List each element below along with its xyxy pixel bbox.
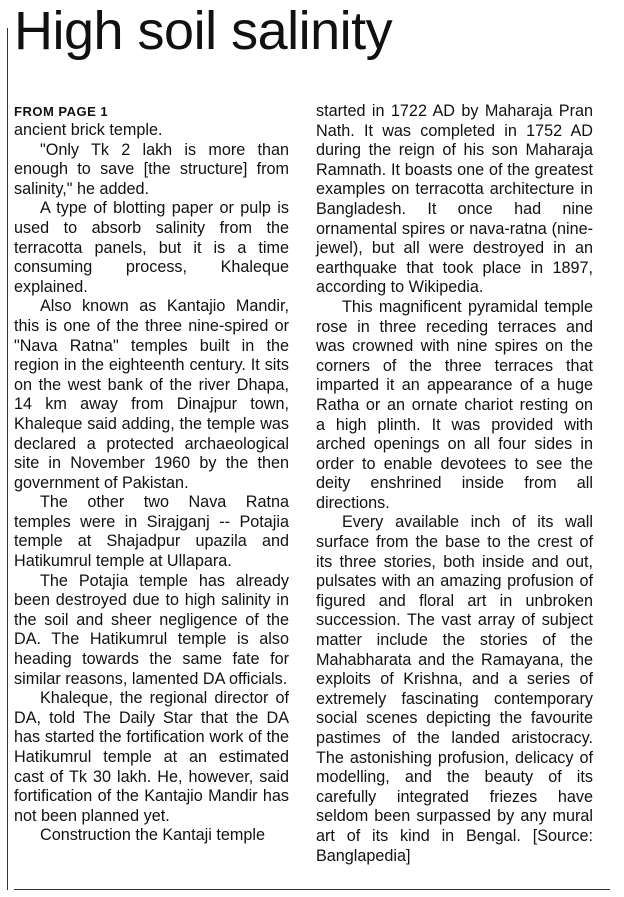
paragraph: A type of blotting paper or pulp is used to absorb salinity from the terracotta panels, but it is a time consuming process, Khaleque explained. (14, 199, 289, 296)
paragraph: This magnificent pyramidal temple rose in three receding terraces and was crowned with nine spires on the corners of the three terraces that imparted it an appearance of a huge Ratha or an ornate chariot resting on a high plinth. It was provided with arched openings on all four sides in order to enable devotees to see the deity enshrined inside from all directions. (316, 297, 593, 512)
paragraph: The other two Nava Ratna temples were in Sirajganj -- Potajia temple at Shajadpur upazila and Hatikumrul temple at Ullapara. (14, 493, 289, 571)
article-column-right (316, 102, 593, 866)
paragraph: Also known as Kantajio Mandir, this is one of the three nine-spired or "Nava Ratna" temples built in the region in the eighteenth century. It sits on the west bank of the river Dhapa, 14 km away from Dinajpur town, Khaleque said adding, the temple was declared a protected archaeological site in November 1960 by the then government of Pakistan. (14, 297, 289, 492)
bottom-rule (14, 889, 610, 890)
kicker-from-page: FROM PAGE 1 (14, 104, 109, 119)
paragraph: "Only Tk 2 lakh is more than enough to save [the structure] from salinity," he added. (14, 140, 289, 198)
column-rule-left (7, 28, 8, 890)
paragraph: started in 1722 AD by Maharaja Pran Nath. It was completed in 1752 AD during the reign of his son Maharaja Ramnath. It boasts one of the greatest examples on terracotta architecture in Bangladesh. It once had nine ornamental spires or nava-ratna (nine-jewel), but all were destroyed in an earthquake that took place in 1897, according to Wikipedia. (316, 102, 593, 297)
article-column-left (14, 103, 289, 846)
paragraph: The Potajia temple has already been destroyed due to high salinity in the soil and sheer negligence of the DA. The Hatikumrul temple is also heading towards the same fate for similar reasons, lamented DA officials. (14, 571, 289, 688)
headline: High soil salinity (14, 1, 393, 61)
paragraph: ancient brick temple. (14, 121, 163, 139)
paragraph: Construction the Kantaji temple (40, 826, 265, 845)
paragraph: Khaleque, the regional director of DA, told The Daily Star that the DA has started the fortification work of the Hatikumrul temple at an estimated cast of Tk 30 lakh. He, however, said fortification of the Kantajio Mandir has not been planned yet. (14, 689, 289, 825)
paragraph: Every available inch of its wall surface from the base to the crest of its three stories, both inside and out, pulsates with an amazing profusion of figured and floral art in unbroken succession. The vast array of subject matter include the stories of the Mahabharata and the Ramayana, the exploits of Krishna, and a series of extremely fascinating contemporary social scenes depicting the favourite pastimes of the landed aristocracy. The astonishing profusion, delicacy of modelling, and the beauty of its carefully integrated friezes have seldom been surpassed by any mural art of its kind in Bengal. [Source: Banglapedia] (316, 513, 593, 865)
